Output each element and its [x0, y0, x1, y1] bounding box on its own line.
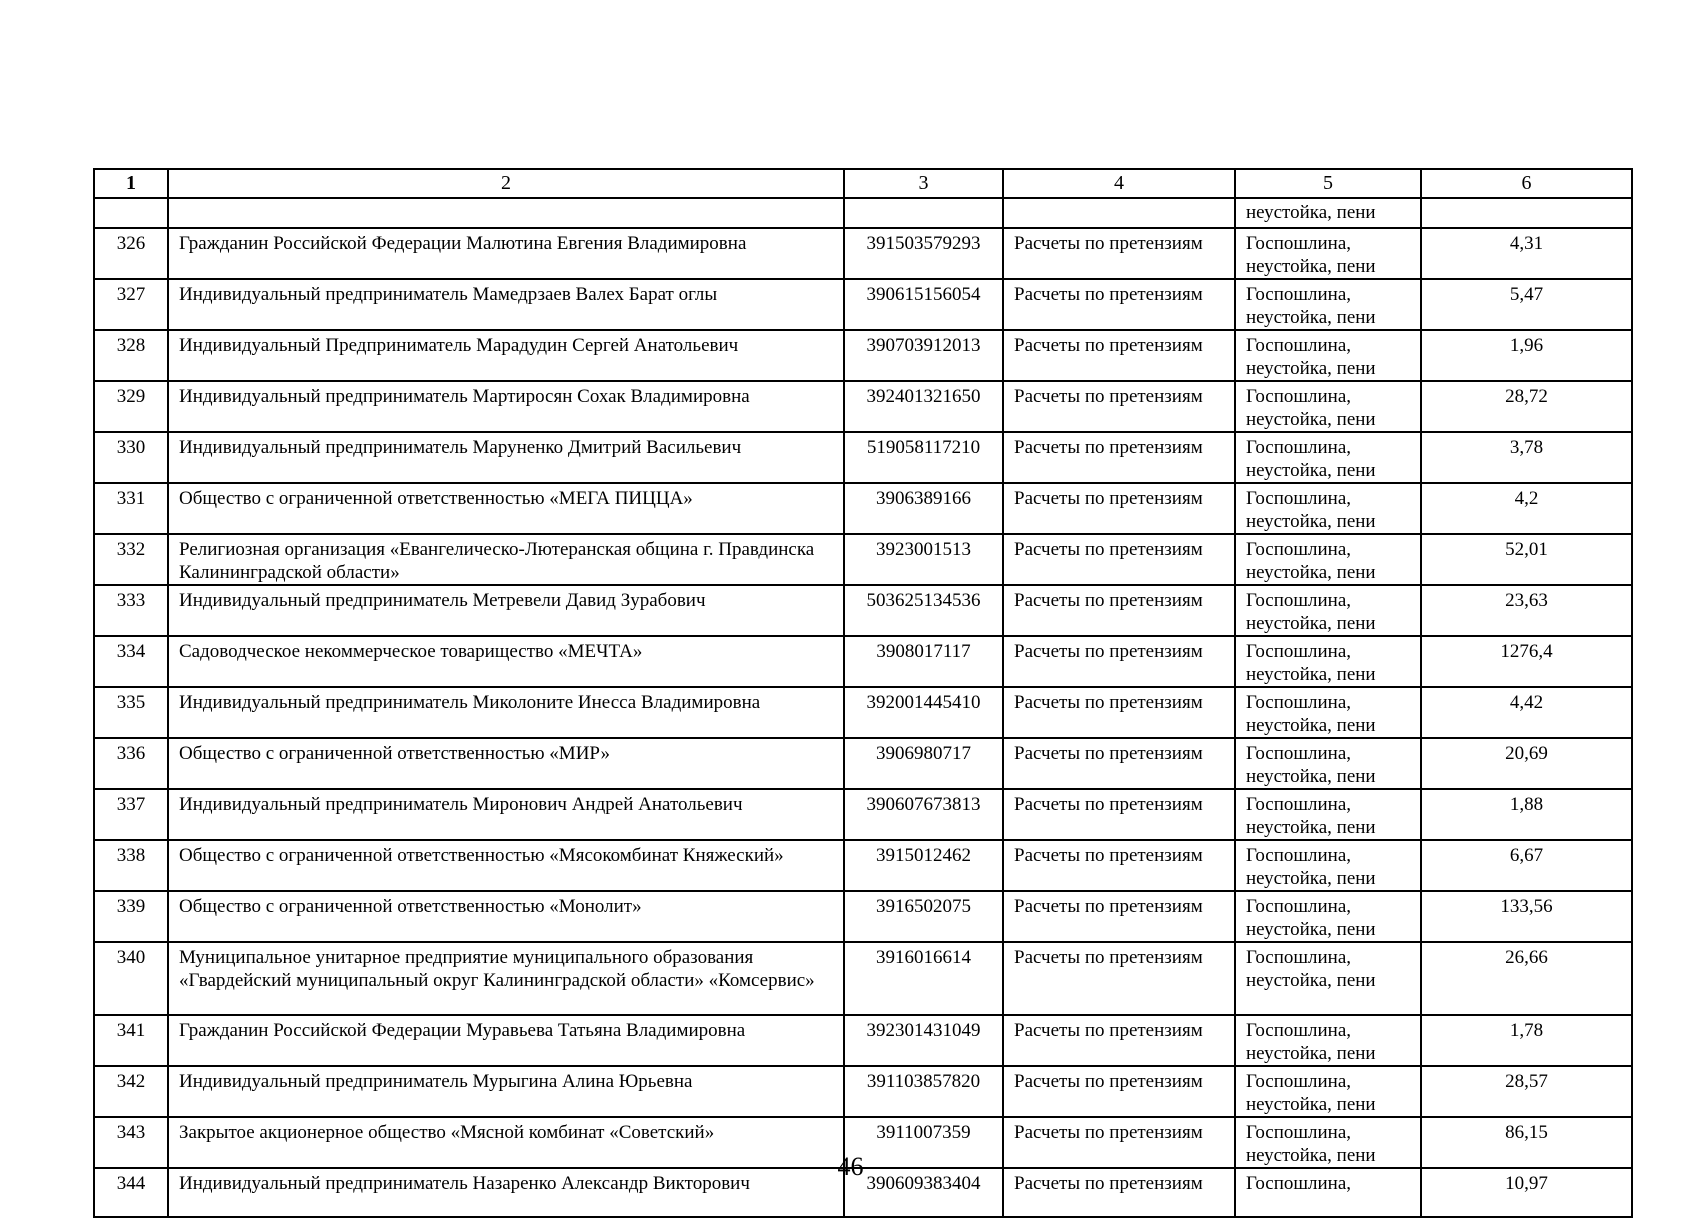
counterparty-name: Общество с ограниченной ответственностью «Мясокомбинат Княжеский»	[168, 840, 844, 891]
inn-code: 392001445410	[844, 687, 1003, 738]
settlement-type: Расчеты по претензиям	[1003, 891, 1235, 942]
column-number-4: 4	[1003, 169, 1235, 198]
table-row	[94, 942, 1632, 1015]
inn-code: 503625134536	[844, 585, 1003, 636]
row-number: 334	[94, 636, 168, 687]
counterparty-name: Индивидуальный предприниматель Мурыгина Алина Юрьевна	[168, 1066, 844, 1117]
settlement-type: Расчеты по претензиям	[1003, 534, 1235, 585]
debt-basis: Госпошлина, неустойка, пени	[1235, 432, 1421, 483]
table-row	[94, 534, 1632, 585]
debt-amount: 23,63	[1421, 585, 1632, 636]
row-number: 336	[94, 738, 168, 789]
table-row	[94, 432, 1632, 483]
row-number: 326	[94, 228, 168, 279]
debt-amount: 1276,4	[1421, 636, 1632, 687]
table-row	[94, 381, 1632, 432]
inn-code: 3923001513	[844, 534, 1003, 585]
counterparty-name: Общество с ограниченной ответственностью «МЕГА ПИЦЦА»	[168, 483, 844, 534]
debt-basis: Госпошлина, неустойка, пени	[1235, 738, 1421, 789]
inn-code: 3916016614	[844, 942, 1003, 1015]
debt-basis: Госпошлина, неустойка, пени	[1235, 687, 1421, 738]
debt-amount: 5,47	[1421, 279, 1632, 330]
debt-amount: 10,97	[1421, 1168, 1632, 1217]
debt-amount: 86,15	[1421, 1117, 1632, 1168]
page-number: 46	[837, 1152, 864, 1181]
row-number: 330	[94, 432, 168, 483]
settlement-type: Расчеты по претензиям	[1003, 636, 1235, 687]
counterparty-name: Общество с ограниченной ответственностью «МИР»	[168, 738, 844, 789]
table-row	[94, 279, 1632, 330]
inn-code: 3915012462	[844, 840, 1003, 891]
column-number-5: 5	[1235, 169, 1421, 198]
inn-code: 390607673813	[844, 789, 1003, 840]
row-number: 337	[94, 789, 168, 840]
counterparty-name: Индивидуальный предприниматель Метревели Давид Зурабович	[168, 585, 844, 636]
table-row	[94, 891, 1632, 942]
settlement-type: Расчеты по претензиям	[1003, 279, 1235, 330]
debt-basis: Госпошлина, неустойка, пени	[1235, 228, 1421, 279]
row-number: 332	[94, 534, 168, 585]
debt-amount: 4,42	[1421, 687, 1632, 738]
debt-basis: Госпошлина, неустойка, пени	[1235, 1015, 1421, 1066]
counterparty-name: Индивидуальный Предприниматель Марадудин Сергей Анатольевич	[168, 330, 844, 381]
column-number-6: 6	[1421, 169, 1632, 198]
table-row	[94, 636, 1632, 687]
debt-basis: Госпошлина, неустойка, пени	[1235, 636, 1421, 687]
row-number: 331	[94, 483, 168, 534]
debt-basis: Госпошлина, неустойка, пени	[1235, 381, 1421, 432]
debt-amount: 20,69	[1421, 738, 1632, 789]
debt-amount: 26,66	[1421, 942, 1632, 1015]
debtors-table	[93, 168, 1633, 1218]
table-row	[94, 738, 1632, 789]
debt-basis: Госпошлина,	[1235, 1168, 1421, 1217]
debt-basis: Госпошлина, неустойка, пени	[1235, 330, 1421, 381]
debt-basis: Госпошлина, неустойка, пени	[1235, 585, 1421, 636]
row-number: 335	[94, 687, 168, 738]
debt-amount: 1,88	[1421, 789, 1632, 840]
debt-basis: Госпошлина, неустойка, пени	[1235, 891, 1421, 942]
settlement-type: Расчеты по претензиям	[1003, 687, 1235, 738]
continuation-cell-inn	[844, 198, 1003, 228]
counterparty-name: Закрытое акционерное общество «Мясной комбинат «Советский»	[168, 1117, 844, 1168]
counterparty-name: Гражданин Российской Федерации Малютина Евгения Владимировна	[168, 228, 844, 279]
inn-code: 3911007359	[844, 1117, 1003, 1168]
settlement-type: Расчеты по претензиям	[1003, 585, 1235, 636]
row-number: 343	[94, 1117, 168, 1168]
row-number: 341	[94, 1015, 168, 1066]
row-number: 340	[94, 942, 168, 1015]
continuation-cell-type	[1003, 198, 1235, 228]
continuation-row	[94, 198, 1632, 228]
debt-basis: Госпошлина, неустойка, пени	[1235, 483, 1421, 534]
inn-code: 391103857820	[844, 1066, 1003, 1117]
debt-basis: Госпошлина, неустойка, пени	[1235, 942, 1421, 1015]
debt-basis: Госпошлина, неустойка, пени	[1235, 534, 1421, 585]
debt-amount: 4,31	[1421, 228, 1632, 279]
inn-code: 3906980717	[844, 738, 1003, 789]
table-row	[94, 789, 1632, 840]
counterparty-name: Гражданин Российской Федерации Муравьева Татьяна Владимировна	[168, 1015, 844, 1066]
inn-code: 390615156054	[844, 279, 1003, 330]
inn-code: 390703912013	[844, 330, 1003, 381]
column-number-1: 1	[94, 169, 168, 198]
counterparty-name: Религиозная организация «Евангелическо-Лютеранская община г. Правдинска Калининградской области»	[168, 534, 844, 585]
table-row	[94, 483, 1632, 534]
inn-code: 392301431049	[844, 1015, 1003, 1066]
inn-code: 519058117210	[844, 432, 1003, 483]
column-number-3: 3	[844, 169, 1003, 198]
inn-code: 3916502075	[844, 891, 1003, 942]
settlement-type: Расчеты по претензиям	[1003, 228, 1235, 279]
inn-code: 3908017117	[844, 636, 1003, 687]
table-row	[94, 687, 1632, 738]
table-row	[94, 330, 1632, 381]
debt-basis: Госпошлина, неустойка, пени	[1235, 789, 1421, 840]
debt-amount: 3,78	[1421, 432, 1632, 483]
row-number: 344	[94, 1168, 168, 1217]
debt-basis: Госпошлина, неустойка, пени	[1235, 1117, 1421, 1168]
settlement-type: Расчеты по претензиям	[1003, 840, 1235, 891]
table-row	[94, 1015, 1632, 1066]
counterparty-name: Индивидуальный предприниматель Мартиросян Сохак Владимировна	[168, 381, 844, 432]
settlement-type: Расчеты по претензиям	[1003, 942, 1235, 1015]
debt-amount: 28,72	[1421, 381, 1632, 432]
continuation-cell-num	[94, 198, 168, 228]
debt-amount: 1,78	[1421, 1015, 1632, 1066]
debt-amount: 6,67	[1421, 840, 1632, 891]
row-number: 328	[94, 330, 168, 381]
debt-amount: 52,01	[1421, 534, 1632, 585]
counterparty-name: Садоводческое некоммерческое товарищество «МЕЧТА»	[168, 636, 844, 687]
continuation-cell-basis: неустойка, пени	[1235, 198, 1421, 228]
counterparty-name: Общество с ограниченной ответственностью «Монолит»	[168, 891, 844, 942]
column-number-2: 2	[168, 169, 844, 198]
table-row	[94, 840, 1632, 891]
settlement-type: Расчеты по претензиям	[1003, 1066, 1235, 1117]
counterparty-name: Индивидуальный предприниматель Назаренко Александр Викторович	[168, 1168, 844, 1217]
debt-basis: Госпошлина, неустойка, пени	[1235, 1066, 1421, 1117]
debt-amount: 4,2	[1421, 483, 1632, 534]
settlement-type: Расчеты по претензиям	[1003, 381, 1235, 432]
debt-amount: 133,56	[1421, 891, 1632, 942]
debt-basis: Госпошлина, неустойка, пени	[1235, 279, 1421, 330]
inn-code: 391503579293	[844, 228, 1003, 279]
settlement-type: Расчеты по претензиям	[1003, 738, 1235, 789]
settlement-type: Расчеты по претензиям	[1003, 1117, 1235, 1168]
settlement-type: Расчеты по претензиям	[1003, 432, 1235, 483]
continuation-cell-amount	[1421, 198, 1632, 228]
settlement-type: Расчеты по претензиям	[1003, 1015, 1235, 1066]
row-number: 342	[94, 1066, 168, 1117]
debt-amount: 1,96	[1421, 330, 1632, 381]
row-number: 338	[94, 840, 168, 891]
counterparty-name: Индивидуальный предприниматель Маруненко Дмитрий Васильевич	[168, 432, 844, 483]
settlement-type: Расчеты по претензиям	[1003, 1168, 1235, 1217]
column-number-header-row	[94, 169, 1632, 198]
row-number: 333	[94, 585, 168, 636]
settlement-type: Расчеты по претензиям	[1003, 789, 1235, 840]
continuation-cell-name	[168, 198, 844, 228]
counterparty-name: Муниципальное унитарное предприятие муниципального образования «Гвардейский муниципальный округ Калининградской области» «Комсервис»	[168, 942, 844, 1015]
inn-code: 390609383404	[844, 1168, 1003, 1217]
row-number: 327	[94, 279, 168, 330]
inn-code: 392401321650	[844, 381, 1003, 432]
inn-code: 3906389166	[844, 483, 1003, 534]
counterparty-name: Индивидуальный предприниматель Миколоните Инесса Владимировна	[168, 687, 844, 738]
table-row	[94, 228, 1632, 279]
row-number: 329	[94, 381, 168, 432]
settlement-type: Расчеты по претензиям	[1003, 330, 1235, 381]
settlement-type: Расчеты по претензиям	[1003, 483, 1235, 534]
debt-basis: Госпошлина, неустойка, пени	[1235, 840, 1421, 891]
counterparty-name: Индивидуальный предприниматель Миронович Андрей Анатольевич	[168, 789, 844, 840]
debt-amount: 28,57	[1421, 1066, 1632, 1117]
counterparty-name: Индивидуальный предприниматель Мамедрзаев Валех Барат оглы	[168, 279, 844, 330]
row-number: 339	[94, 891, 168, 942]
registry-sheet	[93, 168, 1631, 1218]
table-row	[94, 1066, 1632, 1117]
table-row	[94, 585, 1632, 636]
